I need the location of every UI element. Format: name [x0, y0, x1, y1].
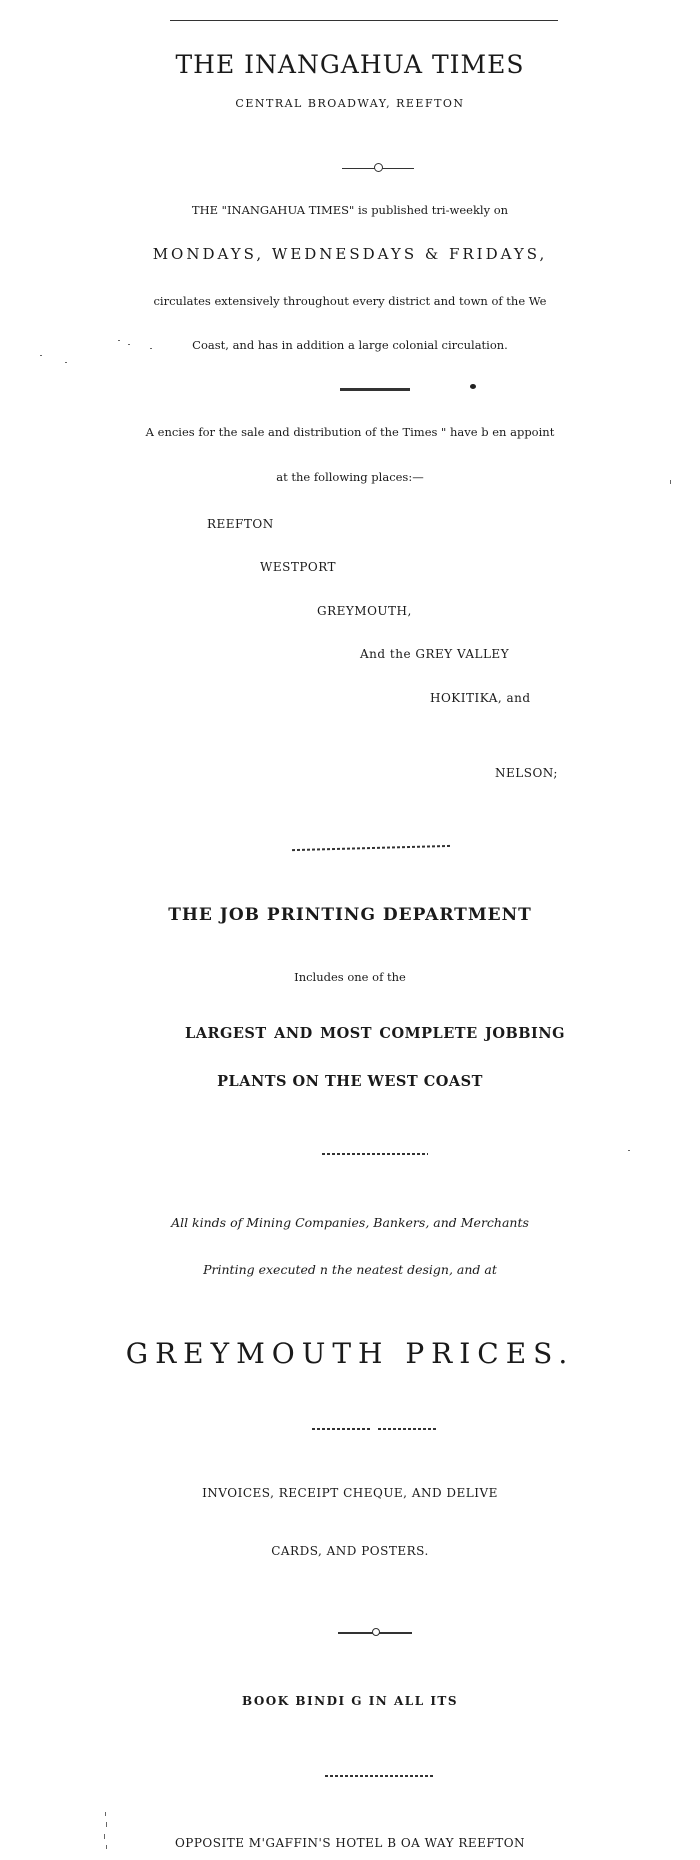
place-westport: WESTPORT: [260, 560, 337, 574]
job-printing-heading: THE JOB PRINTING DEPARTMENT: [168, 905, 532, 925]
circulation-line-1: circulates extensively throughout every district and town of the We: [153, 294, 547, 308]
largest-word-5: JOBBING: [485, 1025, 565, 1042]
largest-word-1: LARGEST: [185, 1025, 267, 1042]
wavy-rule-3a: [312, 1428, 370, 1430]
plants-line: PLANTS ON THE WEST COAST: [217, 1073, 483, 1090]
greymouth-prices: GREYMOUTH PRICES.: [125, 1337, 575, 1370]
invoices-line: INVOICES, RECEIPT CHEQUE, AND DELIVE: [202, 1486, 498, 1500]
place-reefton: REEFTON: [207, 517, 274, 531]
agencies-places-intro: at the following places:—: [276, 470, 424, 484]
top-rule: [170, 20, 558, 21]
section-rule-heavy: [340, 388, 410, 391]
publication-notice: THE "INANGAHUA TIMES" is published tri-weekly on: [191, 203, 509, 217]
largest-word-3: MOST: [320, 1025, 373, 1042]
place-greymouth: GREYMOUTH,: [317, 604, 412, 618]
book-binding-line: BOOK BINDI G IN ALL ITS: [241, 1694, 459, 1708]
place-nelson: NELSON;: [495, 766, 558, 780]
agencies-notice: A encies for the sale and distribution of the Times " have b en appoint: [145, 425, 555, 439]
cards-posters-line: CARDS, AND POSTERS.: [271, 1544, 429, 1558]
wavy-rule-4: [325, 1775, 435, 1777]
wavy-rule-2: [322, 1153, 428, 1155]
largest-word-2: AND: [274, 1025, 313, 1042]
job-printing-includes: Includes one of the: [294, 970, 406, 984]
section-dot: [470, 384, 476, 389]
place-hokitika: HOKITIKA, and: [430, 691, 531, 705]
wavy-rule-3b: [378, 1428, 436, 1430]
opposite-hotel-line: OPPOSITE M'GAFFIN'S HOTEL B OA WAY REEFTON: [174, 1836, 526, 1850]
publication-days: MONDAYS, WEDNESDAYS & FRIDAYS,: [152, 245, 548, 263]
place-grey-valley: And the GREY VALLEY: [360, 647, 510, 661]
mining-companies-line: All kinds of Mining Companies, Bankers, and Merchants: [171, 1215, 529, 1230]
largest-plants-line: [185, 1027, 565, 1042]
ornament-circle-2: [372, 1628, 380, 1636]
ornament-circle: [374, 163, 383, 172]
wavy-rule: [292, 845, 452, 851]
largest-word-4: COMPLETE: [379, 1025, 478, 1042]
circulation-line-2: Coast, and has in addition a large colonial circulation.: [192, 338, 508, 352]
printing-executed-line: Printing executed n the neatest design, and at: [203, 1262, 497, 1277]
masthead-title: THE INANGAHUA TIMES: [175, 50, 525, 79]
masthead-address: CENTRAL BROADWAY, REEFTON: [235, 97, 465, 110]
